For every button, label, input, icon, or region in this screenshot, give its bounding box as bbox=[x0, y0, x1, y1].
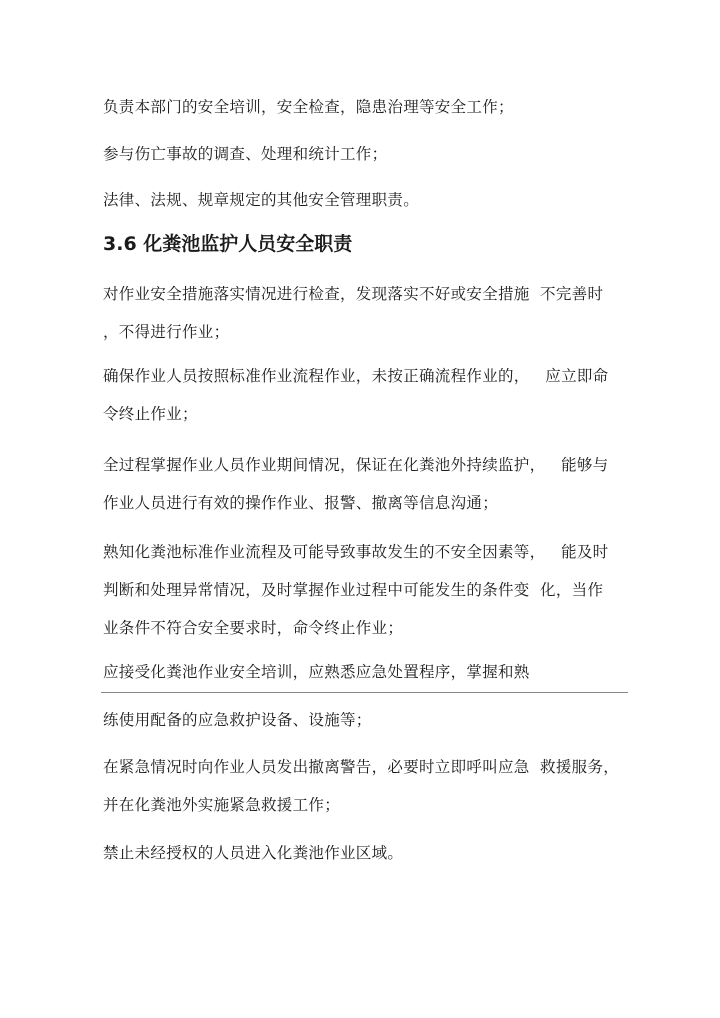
paragraph-line: 负责本部门的安全培训，安全检查，隐患治理等安全工作； bbox=[103, 98, 514, 116]
paragraph-line: 业条件不符合安全要求时，命令终止作业； bbox=[103, 619, 404, 637]
paragraph-line: 应接受化粪池作业安全培训，应熟悉应急处置程序，掌握和熟 bbox=[103, 663, 530, 681]
paragraph-line: 令终止作业； bbox=[103, 405, 198, 423]
paragraph-line: 全过程掌握作业人员作业期间情况，保证在化粪池外持续监护， 能够与 bbox=[103, 456, 609, 474]
paragraph-line: 对作业安全措施落实情况进行检查，发现落实不好或安全措施 不完善时 bbox=[103, 285, 604, 303]
horizontal-divider bbox=[101, 692, 628, 693]
paragraph-line: 法律、法规、规章规定的其他安全管理职责。 bbox=[103, 191, 420, 209]
paragraph-line: 确保作业人员按照标准作业流程作业，未按正确流程作业的， 应立即命 bbox=[103, 367, 609, 385]
paragraph-line: 练使用配备的应急救护设备、设施等； bbox=[103, 711, 372, 729]
paragraph-line: 熟知化粪池标准作业流程及可能导致事故发生的不安全因素等， 能及时 bbox=[103, 543, 609, 561]
paragraph-line: 作业人员进行有效的操作作业、报警、撤离等信息沟通； bbox=[103, 494, 499, 512]
paragraph-line: 在紧急情况时向作业人员发出撤离警告，必要时立即呼叫应急 救援服务， bbox=[103, 758, 620, 776]
paragraph-line: 并在化粪池外实施紧急救援工作； bbox=[103, 796, 341, 814]
paragraph-line: ，不得进行作业； bbox=[103, 323, 230, 341]
section-heading: 3.6 化粪池监护人员安全职责 bbox=[103, 233, 353, 255]
paragraph-line: 判断和处理异常情况，及时掌握作业过程中可能发生的条件变 化，当作 bbox=[103, 581, 604, 599]
paragraph-line: 禁止未经授权的人员进入化粪池作业区域。 bbox=[103, 844, 404, 862]
paragraph-line: 参与伤亡事故的调查、处理和统计工作； bbox=[103, 145, 388, 163]
